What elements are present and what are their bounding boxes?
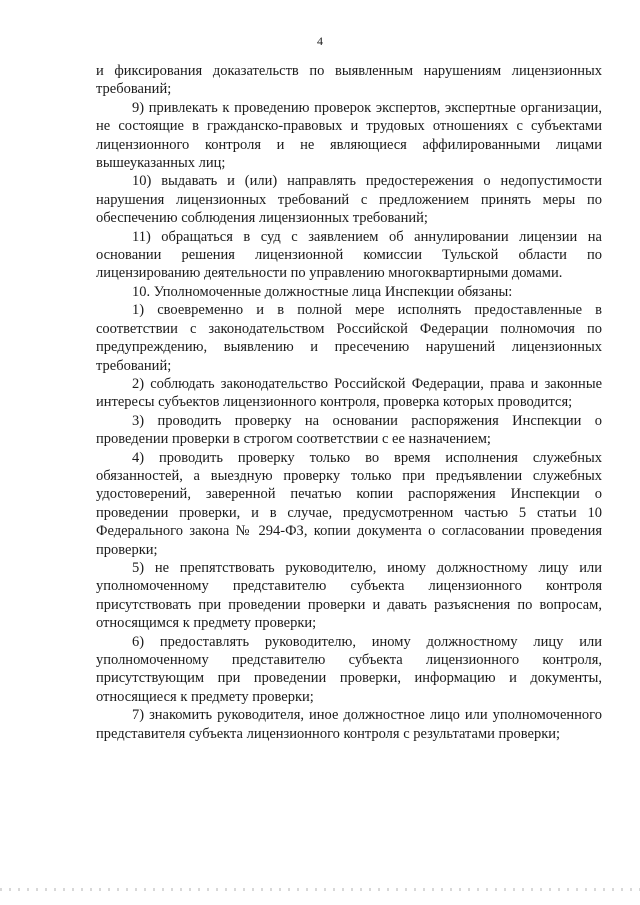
paragraph-item-9: 9) привлекать к проведению проверок экспертов, экспертные организации, не состоящие в гражданско-правовых и трудовых отношениях с субъектами лицензионного контроля и не являющиеся аффилированными лицами вышеуказанных лиц; — [96, 99, 602, 172]
duty-item-7: 7) знакомить руководителя, иное должностное лицо или уполномоченного представителя субъекта лицензионного контроля с результатами проверки; — [96, 707, 602, 742]
duty-item-5: 5) не препятствовать руководителю, иному должностному лицу или уполномоченному представителю субъекта лицензионного контроля присутствовать при проведении проверки и давать разъяснения по вопросам, относящимся к предмету проверки; — [96, 559, 602, 632]
duty-item-1: 1) своевременно и в полной мере исполнять предоставленные в соответствии с законодательством Российской Федерации полномочия по предупреждению, выявлению и пресечению нарушений лицензионных требований; — [96, 302, 602, 374]
duty-item-6: 6) предоставлять руководителю, иному должностному лицу или уполномоченному представителю субъекта лицензионного контроля, присутствующим при проведении проверки, информацию и документы, относящиеся к предмету проверки; — [96, 633, 602, 705]
paragraph-item-11: 11) обращаться в суд с заявлением об аннулировании лицензии на основании решения лицензионной комиссии Тульской области по лицензированию деятельности по управлению многоквартирными домами. — [96, 228, 602, 282]
duty-item-2: 2) соблюдать законодательство Российской Федерации, права и законные интересы субъектов лицензионного контроля, проверка которых проводится; — [96, 375, 602, 411]
duty-item-4: 4) проводить проверку только во время исполнения служебных обязанностей, а выездную проверку только при предъявлении служебных удостоверений, заверенной печатью копии распоряжения Инспекции о проведении проверки, и в случае, предусмотренном частью 5 статьи 10 Федерального закона № 294-ФЗ, копии документа о согласовании проведения проверки; — [96, 449, 602, 558]
page-number: 4 — [317, 34, 323, 48]
paragraph-continuation: и фиксирования доказательств по выявленным нарушениям лицензионных требований; — [96, 63, 602, 98]
duty-item-3: 3) проводить проверку на основании распоряжения Инспекции о проведении проверки в строгом соответствии с ее назначением; — [96, 412, 602, 448]
section-10-heading: 10. Уполномоченные должностные лица Инспекции обязаны: — [132, 283, 513, 300]
scan-artifact-line — [0, 888, 640, 891]
paragraph-item-10: 10) выдавать и (или) направлять предостережения о недопустимости нарушения лицензионных требований с предложением принять меры по обеспечению соблюдения лицензионных требований; — [96, 173, 602, 227]
document-body — [96, 62, 602, 743]
